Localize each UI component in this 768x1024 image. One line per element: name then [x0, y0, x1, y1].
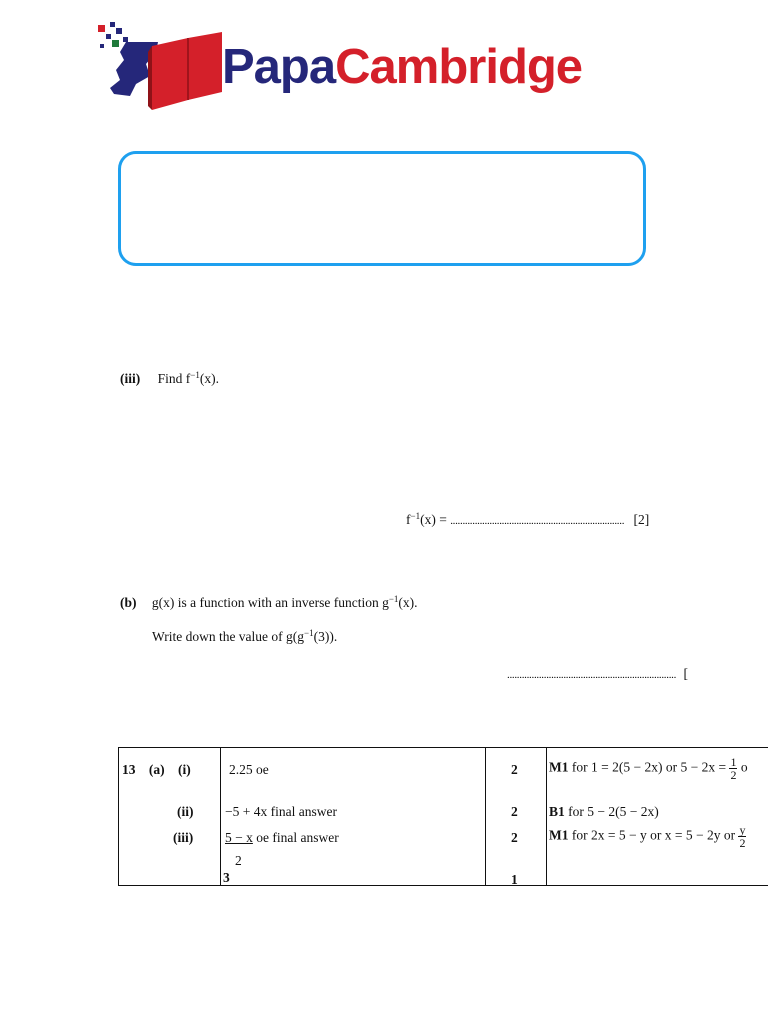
marks-cell: 2 [511, 804, 518, 819]
answer-cell: 5 − x oe final answer [225, 830, 339, 845]
footer-answer: 3 [223, 870, 230, 885]
info-box [118, 151, 646, 266]
logo-wordmark: PapaCambridge [222, 40, 583, 94]
papacambridge-logo [96, 22, 686, 114]
answer-cell: −5 + 4x final answer [225, 804, 337, 819]
sub-part-label: (iii) [173, 830, 194, 845]
question-part-iii: (iii) Find $f^{-1}(x)$. [120, 370, 219, 386]
mark-scheme-table [118, 747, 768, 886]
fraction: $\frac{1}{2}$ [730, 755, 737, 782]
logo-emblem-icon [96, 22, 226, 114]
answer-dots: ....................................................................... [450, 515, 625, 527]
fraction: $\frac{y}{2}$ [739, 823, 746, 850]
question-part-b: (b) g(x) is a function with an inverse function $g^{-1}(x)$. [120, 594, 418, 610]
marks-label: [2] [633, 512, 650, 527]
marks-cell: 2 [511, 762, 518, 777]
guidance-cell: B1 for 5 − 2(5 − 2x) [549, 804, 659, 819]
sub-part-label: (ii) [177, 804, 194, 819]
answer-dots: ..................................................................... [507, 669, 677, 681]
answer-line-iii: $f^{-1}(x)$ = ....................................................................... [2] [406, 511, 650, 527]
answer-line-b: ..................................................................... [ [507, 666, 688, 681]
question-part-b-line2: Write down the value of $g(g^{-1}(3))$. [152, 628, 338, 644]
question-number: 13 (a) (i) [122, 762, 191, 777]
answer-denominator: 2 [235, 853, 242, 868]
answer-cell: 2.25 oe [229, 762, 269, 777]
marks-cell: 2 [511, 830, 518, 845]
footer-marks: 1 [511, 872, 518, 887]
guidance-cell: M1 for 2x = 5 − y or x = 5 − 2y or $\frac{y}{2}$ [549, 823, 746, 850]
guidance-cell: M1 for 1 = 2(5 − 2x) or 5 − 2x = $\frac{1}{2}$ o [549, 755, 748, 782]
